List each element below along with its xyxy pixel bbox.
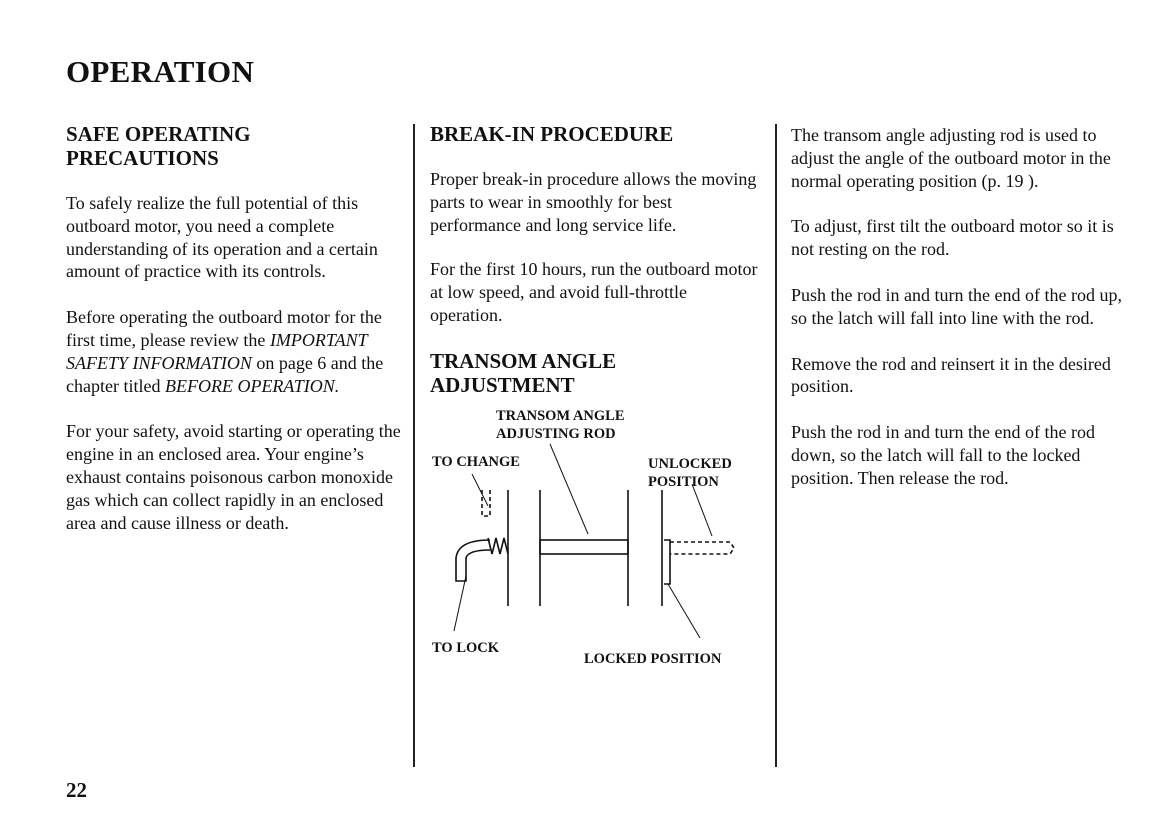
break-in-heading: BREAK-IN PROCEDURE	[430, 122, 674, 146]
before-operation-ref: BEFORE OPERATION.	[164, 375, 340, 396]
transom-para-1: The transom angle adjusting rod is used to adjust the angle of the outboard motor in the normal operating position (p. 19 ).	[791, 125, 1111, 191]
label-unlocked-line2: POSITION	[648, 473, 719, 490]
latch-locked	[664, 540, 670, 584]
safe-operating-para-2	[66, 306, 402, 397]
break-in-para-1: Proper break-in procedure allows the moving parts to wear in smoothly for best performance and long service life.	[430, 169, 757, 235]
transom-rod-illustration	[430, 406, 762, 676]
adjusting-rod	[540, 540, 628, 554]
leader-rod	[550, 444, 588, 534]
leader-to-lock	[454, 576, 466, 631]
latch-unlocked-ghost	[670, 542, 734, 554]
transom-rod-figure	[430, 406, 762, 676]
safe-operating-heading: SAFE OPERATING PRECAUTIONS	[66, 122, 251, 170]
label-to-lock: TO LOCK	[432, 639, 500, 656]
label-unlocked-line1: UNLOCKED	[648, 455, 732, 472]
transom-para-2: To adjust, first tilt the outboard motor so it is not resting on the rod.	[791, 216, 1114, 260]
leader-locked	[668, 584, 700, 638]
leader-to-change	[472, 474, 488, 506]
safe-operating-para-3: For your safety, avoid starting or operating the engine in an enclosed area. Your engine’s exhaust contains poisonous carbon monoxide gas which can collect rapidly in an enclosed area and cause illness or death.	[66, 421, 401, 533]
page-number: 22	[66, 778, 87, 802]
label-locked-position: LOCKED POSITION	[584, 650, 722, 667]
important-safety-information-ref: IMPORTANT SAFETY INFORMATION	[66, 329, 368, 373]
rod-spring	[488, 538, 508, 554]
page-title: OPERATION	[66, 54, 255, 89]
leader-unlocked	[692, 484, 712, 536]
column-divider-right	[775, 124, 777, 767]
label-rod-line2: ADJUSTING ROD	[496, 425, 616, 442]
para2-text-c: on page 6 and the chapter titled	[66, 352, 384, 396]
transom-para-4: Remove the rod and reinsert it in the desired position.	[791, 353, 1111, 397]
label-rod-line1: TRANSOM ANGLE	[496, 407, 625, 424]
column-divider-left	[413, 124, 415, 767]
transom-para-5: Push the rod in and turn the end of the rod down, so the latch will fall to the locked position. Then release the rod.	[791, 422, 1095, 488]
safe-operating-para-1: To safely realize the full potential of this outboard motor, you need a complete understanding of its operation and a certain amount of practice with its controls.	[66, 193, 378, 282]
rod-handle	[456, 540, 490, 581]
transom-angle-heading: TRANSOM ANGLE ADJUSTMENT	[430, 348, 617, 397]
break-in-para-2: For the first 10 hours, run the outboard motor at low speed, and avoid full-throttle operation.	[430, 259, 758, 325]
transom-para-3: Push the rod in and turn the end of the rod up, so the latch will fall into line with the rod.	[791, 284, 1122, 328]
para2-text-a: Before operating the outboard motor for the first time, please review the	[66, 307, 382, 350]
safe-operating-column	[66, 122, 402, 557]
transom-instructions-column	[791, 124, 1136, 513]
break-in-column	[430, 122, 762, 676]
label-to-change: TO CHANGE	[432, 453, 520, 470]
